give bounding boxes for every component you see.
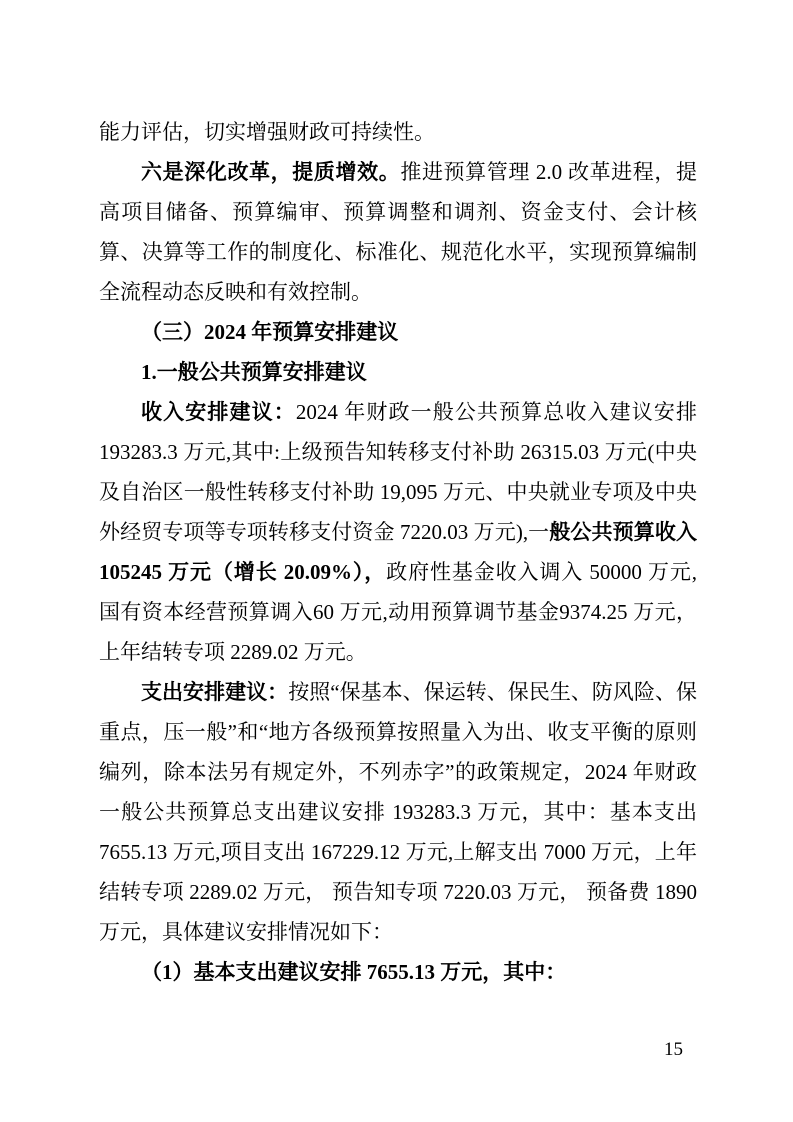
text-run-bold: 六是深化改革，提质增效。 — [141, 160, 401, 184]
text-run: 能力评估，切实增强财政可持续性。 — [99, 120, 435, 144]
text-run-bold: （三）2024 年预算安排建议 — [141, 320, 399, 344]
text-run: 政府性基金收入调入 50000 万元,国有资本经营预算调入60 万元,动用预算调节基金9374.25 万元，上年结转专项 2289.02 万元。 — [99, 560, 698, 664]
heading — [99, 352, 697, 392]
paragraph — [99, 672, 697, 952]
paragraph — [99, 392, 697, 672]
text-run-bold: 1.一般公共预算安排建议 — [141, 360, 367, 384]
document-body — [99, 112, 697, 992]
text-run: 推进预算管理 2.0 改革进程，提高项目储备、预算编审、预算调整和调剂、资金支付、会计核算、决算等工作的制度化、标准化、规范化水平，实现预算编制全流程动态反映和有效控制。 — [99, 160, 698, 304]
text-run-bold: 收入安排建议： — [141, 400, 296, 424]
paragraph — [99, 152, 697, 312]
text-run-bold: 般公共预算收入 105245 万元（增长 20.09%）， — [99, 520, 698, 584]
page-number: 15 — [664, 1039, 683, 1060]
text-run-bold: 支出安排建议： — [141, 680, 289, 704]
text-run: 2024 年财政一般公共预算总收入建议安排 193283.3 万元,其中:上级预告知转移支付补助 26315.03 万元(中央及自治区一般性转移支付补助 19,095 万元、中央就业专项及中央外经贸专项等专项转移支付资金 7220.03 万元),一 — [99, 400, 698, 544]
text-run-bold: （1）基本支出建议安排 7655.13 万元，其中： — [141, 960, 567, 984]
heading — [99, 952, 697, 992]
paragraph — [99, 112, 697, 152]
heading — [99, 312, 697, 352]
text-run: 按照“保基本、保运转、保民生、防风险、保重点，压一般”和“地方各级预算按照量入为出、收支平衡的原则编列，除本法另有规定外，不列赤字”的政策规定，2024 年财政一般公共预算总支出建议安排 193283.3 万元，其中：基本支出 7655.13 万元,项目支出 167229.12 万元,上解支出 7000 万元，上年结转专项 2289.02 万元， 预告知专项 7220.03 万元， 预备费 1890 万元，具体建议安排情况如下： — [99, 680, 697, 944]
